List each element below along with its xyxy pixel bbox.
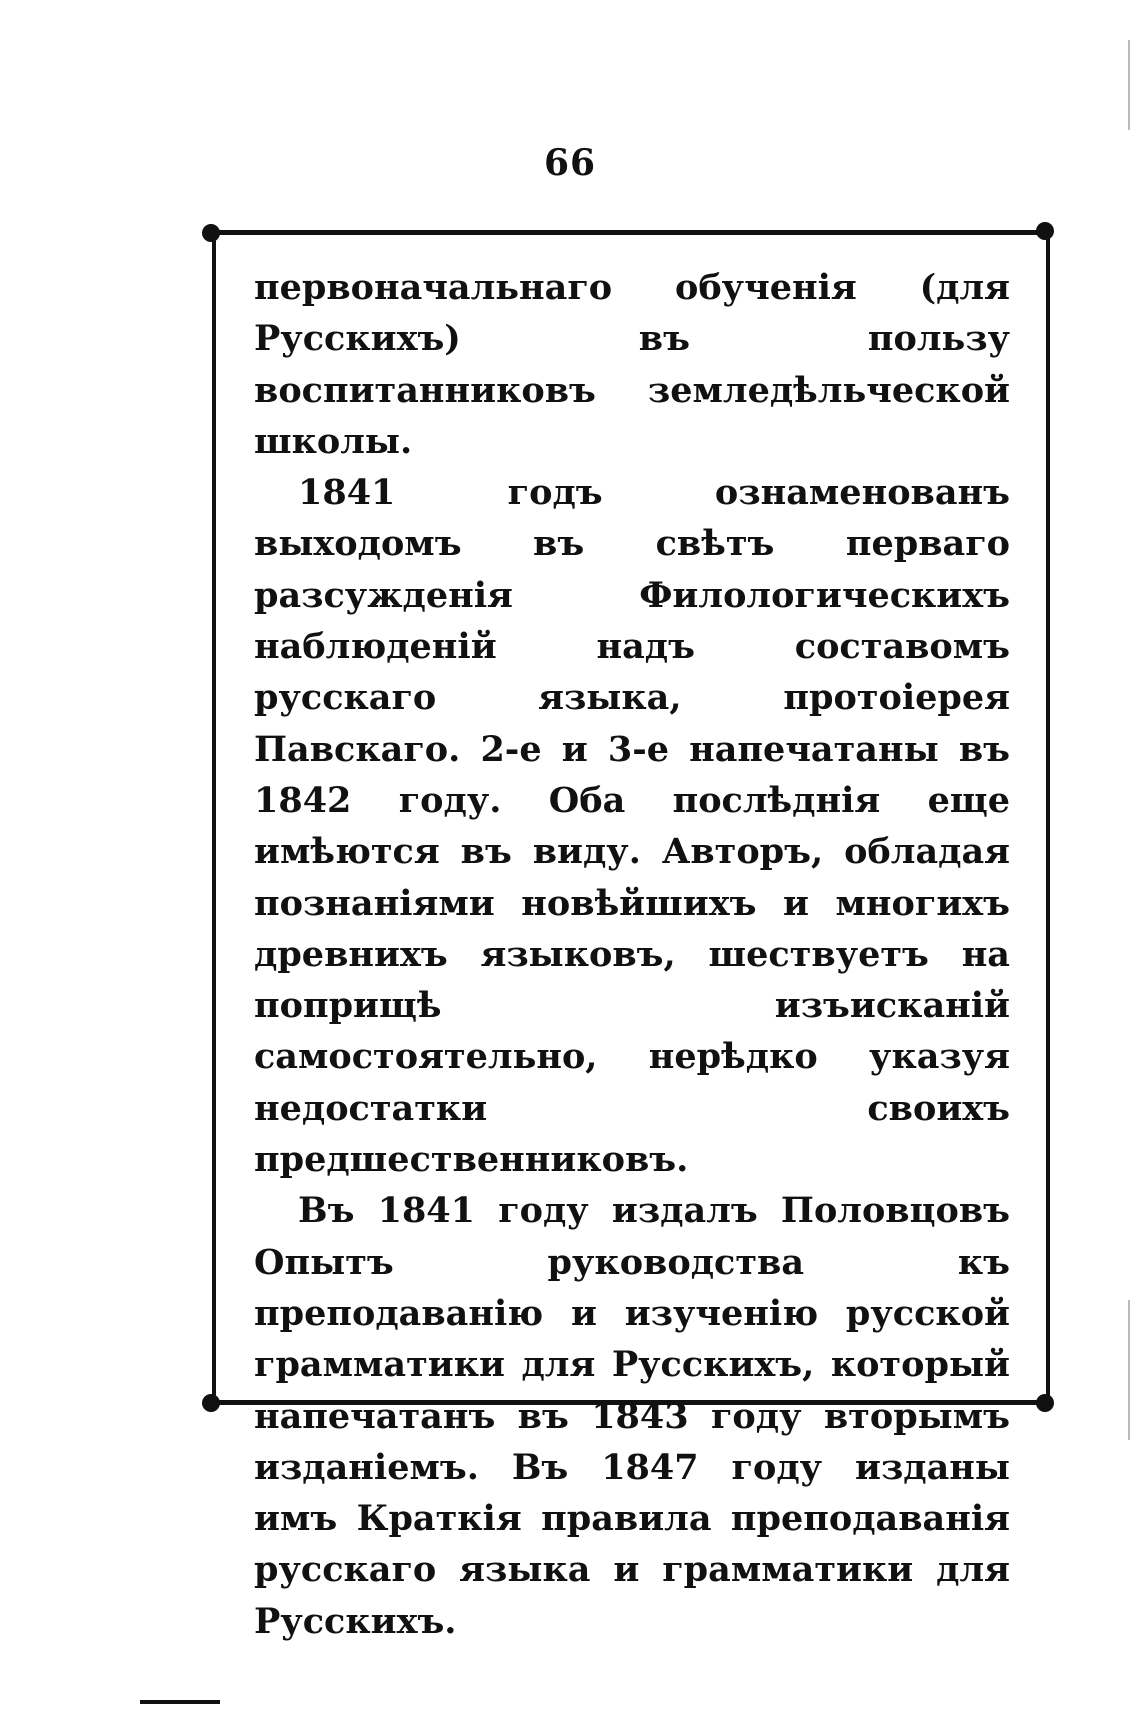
scan-edge-rule	[140, 1700, 220, 1704]
body-text	[254, 262, 1010, 1647]
paragraph-continuation: первоначальнаго обученія (для Русскихъ) въ пользу воспитанниковъ земледѣльческой школы.	[254, 267, 1010, 462]
paragraph-polovtsov: Въ 1841 году издалъ Половцовъ Опытъ руководства къ преподаванію и изученію русской грамматики для Русскихъ, который напечатанъ въ 1843 году вторымъ изданіемъ. Въ 1847 году изданы имъ Краткія правила преподаванія русскаго языка и грамматики для Русскихъ.	[254, 1190, 1010, 1642]
frame-top-rule	[208, 230, 1046, 235]
paragraph-pavsky: 1841 годъ ознаменованъ выходомъ въ свѣтъ перваго разсужденія Филологическихъ наблюденій надъ составомъ русскаго языка, протоіерея Павскаго. 2-е и 3-е напечатаны въ 1842 году. Оба послѣднія еще имѣются въ виду. Авторъ, обладая познаніями новѣйшихъ и многихъ древнихъ языковъ, шествуетъ на поприщѣ изъисканій самостоятельно, нерѣдко указуя недостатки своихъ предшественниковъ.	[254, 472, 1010, 1181]
frame-corner-dot-bottom-left	[202, 1394, 220, 1412]
frame-corner-dot-top-left	[202, 224, 220, 242]
frame-corner-dot-bottom-right	[1036, 1394, 1054, 1412]
scan-margin-mark	[1128, 40, 1130, 130]
scan-margin-mark	[1128, 1300, 1130, 1440]
frame-corner-dot-top-right	[1036, 222, 1054, 240]
page-number: 66	[543, 142, 597, 184]
